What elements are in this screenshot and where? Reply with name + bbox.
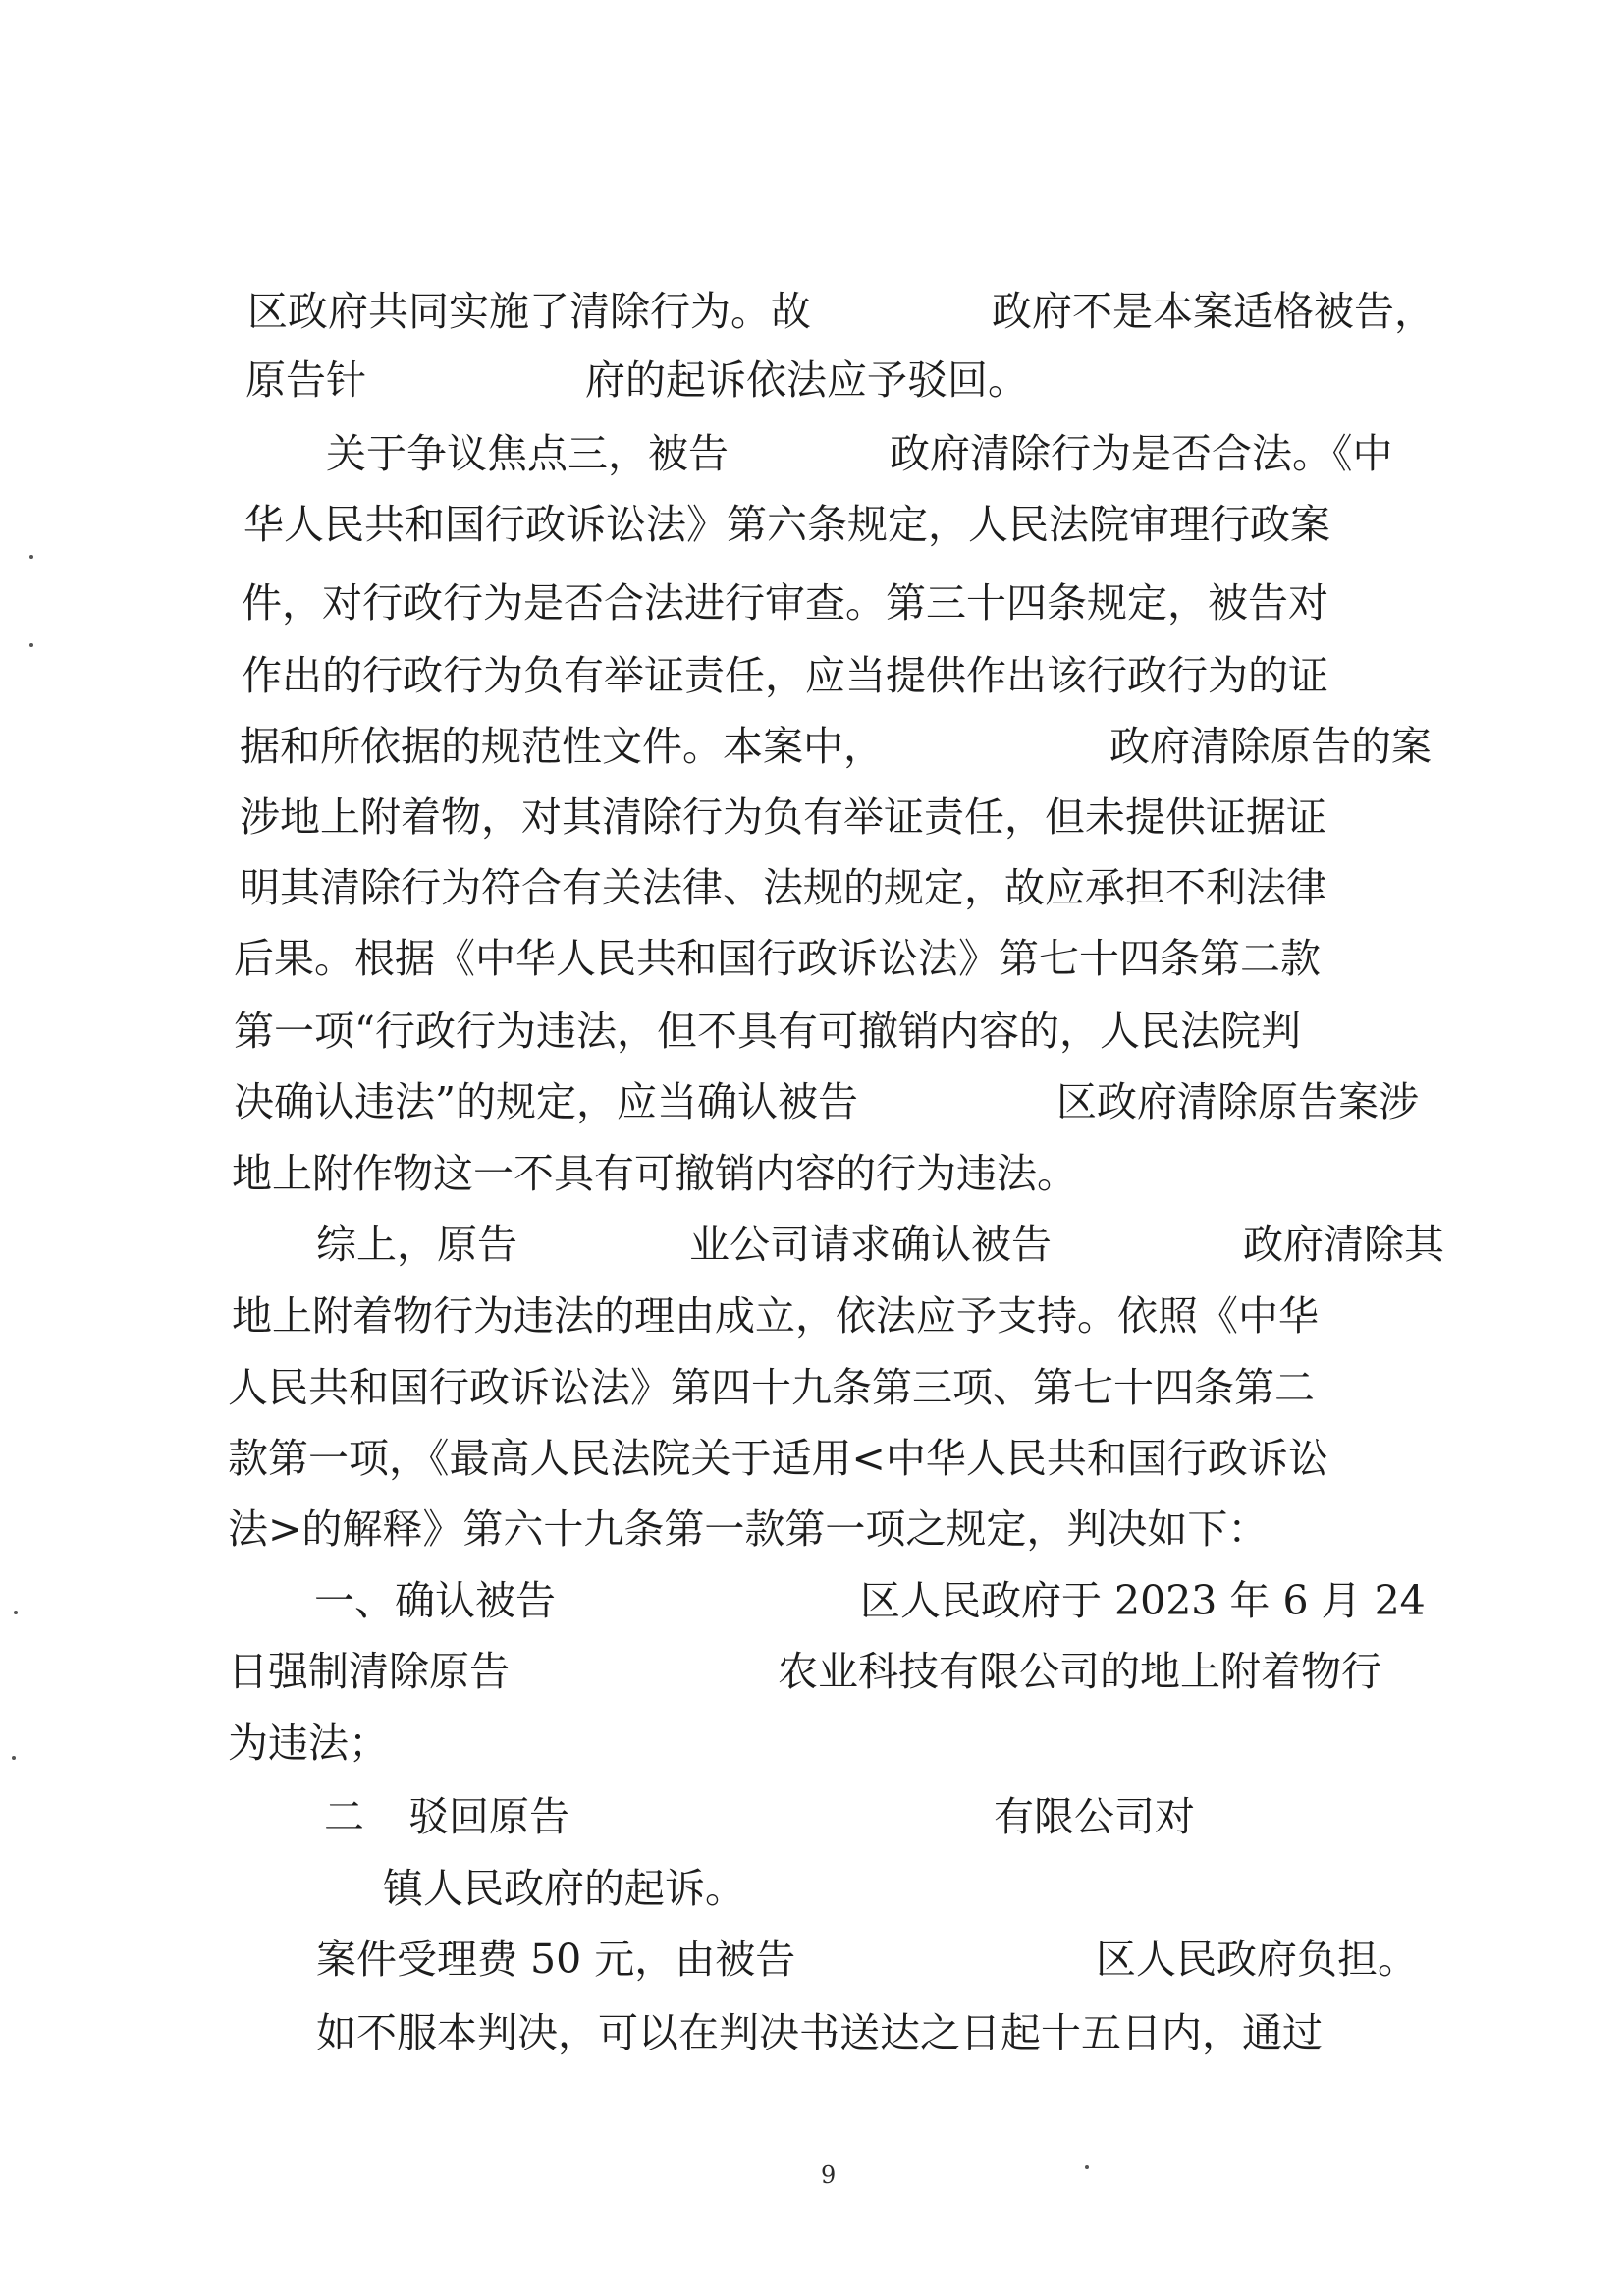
text-segment: 政府清除其 bbox=[1243, 1221, 1444, 1268]
text-segment: 地上附作物这一不具有可撤销内容的行为违法。 bbox=[232, 1150, 1077, 1197]
text-segment: 案件受理费 50 元，由被告 bbox=[316, 1936, 796, 1983]
text-segment: 综上，原告 bbox=[316, 1221, 517, 1268]
text-segment: 原告针 bbox=[245, 356, 366, 404]
scan-speck bbox=[29, 643, 33, 647]
text-segment: 区人民政府负担。 bbox=[1096, 1936, 1418, 1983]
text-segment: 款第一项，《最高人民法院关于适用<中华人民共和国行政诉讼 bbox=[228, 1435, 1328, 1482]
text-segment: 后果。根据《中华人民共和国行政诉讼法》第七十四条第二款 bbox=[234, 935, 1321, 982]
text-segment: 驳回原告 bbox=[408, 1793, 569, 1840]
text-segment: 第一项“行政行为违法，但不具有可撤销内容的，人民法院判 bbox=[234, 1008, 1301, 1055]
text-segment: 区政府共同实施了清除行为。故 bbox=[247, 288, 811, 335]
text-segment: 业公司请求确认被告 bbox=[689, 1221, 1052, 1268]
scan-speck bbox=[14, 1611, 18, 1614]
text-segment: 农业科技有限公司的地上附着物行 bbox=[778, 1648, 1381, 1695]
text-segment: 府的起诉依法应予驳回。 bbox=[585, 356, 1028, 404]
text-segment: 一、确认被告 bbox=[314, 1577, 556, 1624]
scan-speck bbox=[1085, 2165, 1089, 2169]
text-segment: 明其清除行为符合有关法律、法规的规定，故应承担不利法律 bbox=[240, 864, 1326, 911]
scan-speck bbox=[12, 1756, 16, 1760]
text-segment: 区人民政府于 2023 年 6 月 24 bbox=[860, 1577, 1426, 1624]
text-segment: 华人民共和国行政诉讼法》第六条规定，人民法院审理行政案 bbox=[243, 501, 1330, 548]
text-segment: 有限公司对 bbox=[994, 1793, 1195, 1840]
text-segment: 件，对行政行为是否合法进行审查。第三十四条规定，被告对 bbox=[242, 579, 1328, 627]
text-segment: 如不服本判决，可以在判决书送达之日起十五日内，通过 bbox=[316, 2009, 1323, 2056]
text-segment: 法>的解释》第六十九条第一款第一项之规定，判决如下： bbox=[228, 1505, 1269, 1553]
text-segment: 涉地上附着物，对其清除行为负有举证责任，但未提供证据证 bbox=[240, 793, 1326, 841]
text-segment: 地上附着物行为违法的理由成立，依法应予支持。依照《中华 bbox=[232, 1292, 1319, 1339]
text-segment: 政府清除行为是否合法。《中 bbox=[890, 430, 1393, 477]
text-segment: 决确认违法”的规定，应当确认被告 bbox=[234, 1078, 858, 1125]
scan-speck bbox=[29, 555, 33, 559]
text-segment: 镇人民政府的起诉。 bbox=[383, 1865, 745, 1912]
text-segment: 二 bbox=[324, 1793, 364, 1840]
text-segment: 区政府清除原告案涉 bbox=[1056, 1078, 1419, 1125]
text-segment: 据和所依据的规范性文件。本案中， bbox=[240, 723, 884, 770]
text-segment: 作出的行政行为负有举证责任，应当提供作出该行政行为的证 bbox=[242, 652, 1328, 699]
text-segment: 政府不是本案适格被告， bbox=[992, 288, 1434, 335]
text-segment: 政府清除原告的案 bbox=[1109, 723, 1432, 770]
text-segment: 关于争议焦点三，被告 bbox=[326, 430, 729, 477]
page-number: 9 bbox=[821, 2161, 837, 2189]
text-segment: 为违法； bbox=[228, 1720, 389, 1767]
text-segment: 人民共和国行政诉讼法》第四十九条第三项、第七十四条第二 bbox=[228, 1364, 1315, 1411]
text-segment: 日强制清除原告 bbox=[228, 1648, 510, 1695]
